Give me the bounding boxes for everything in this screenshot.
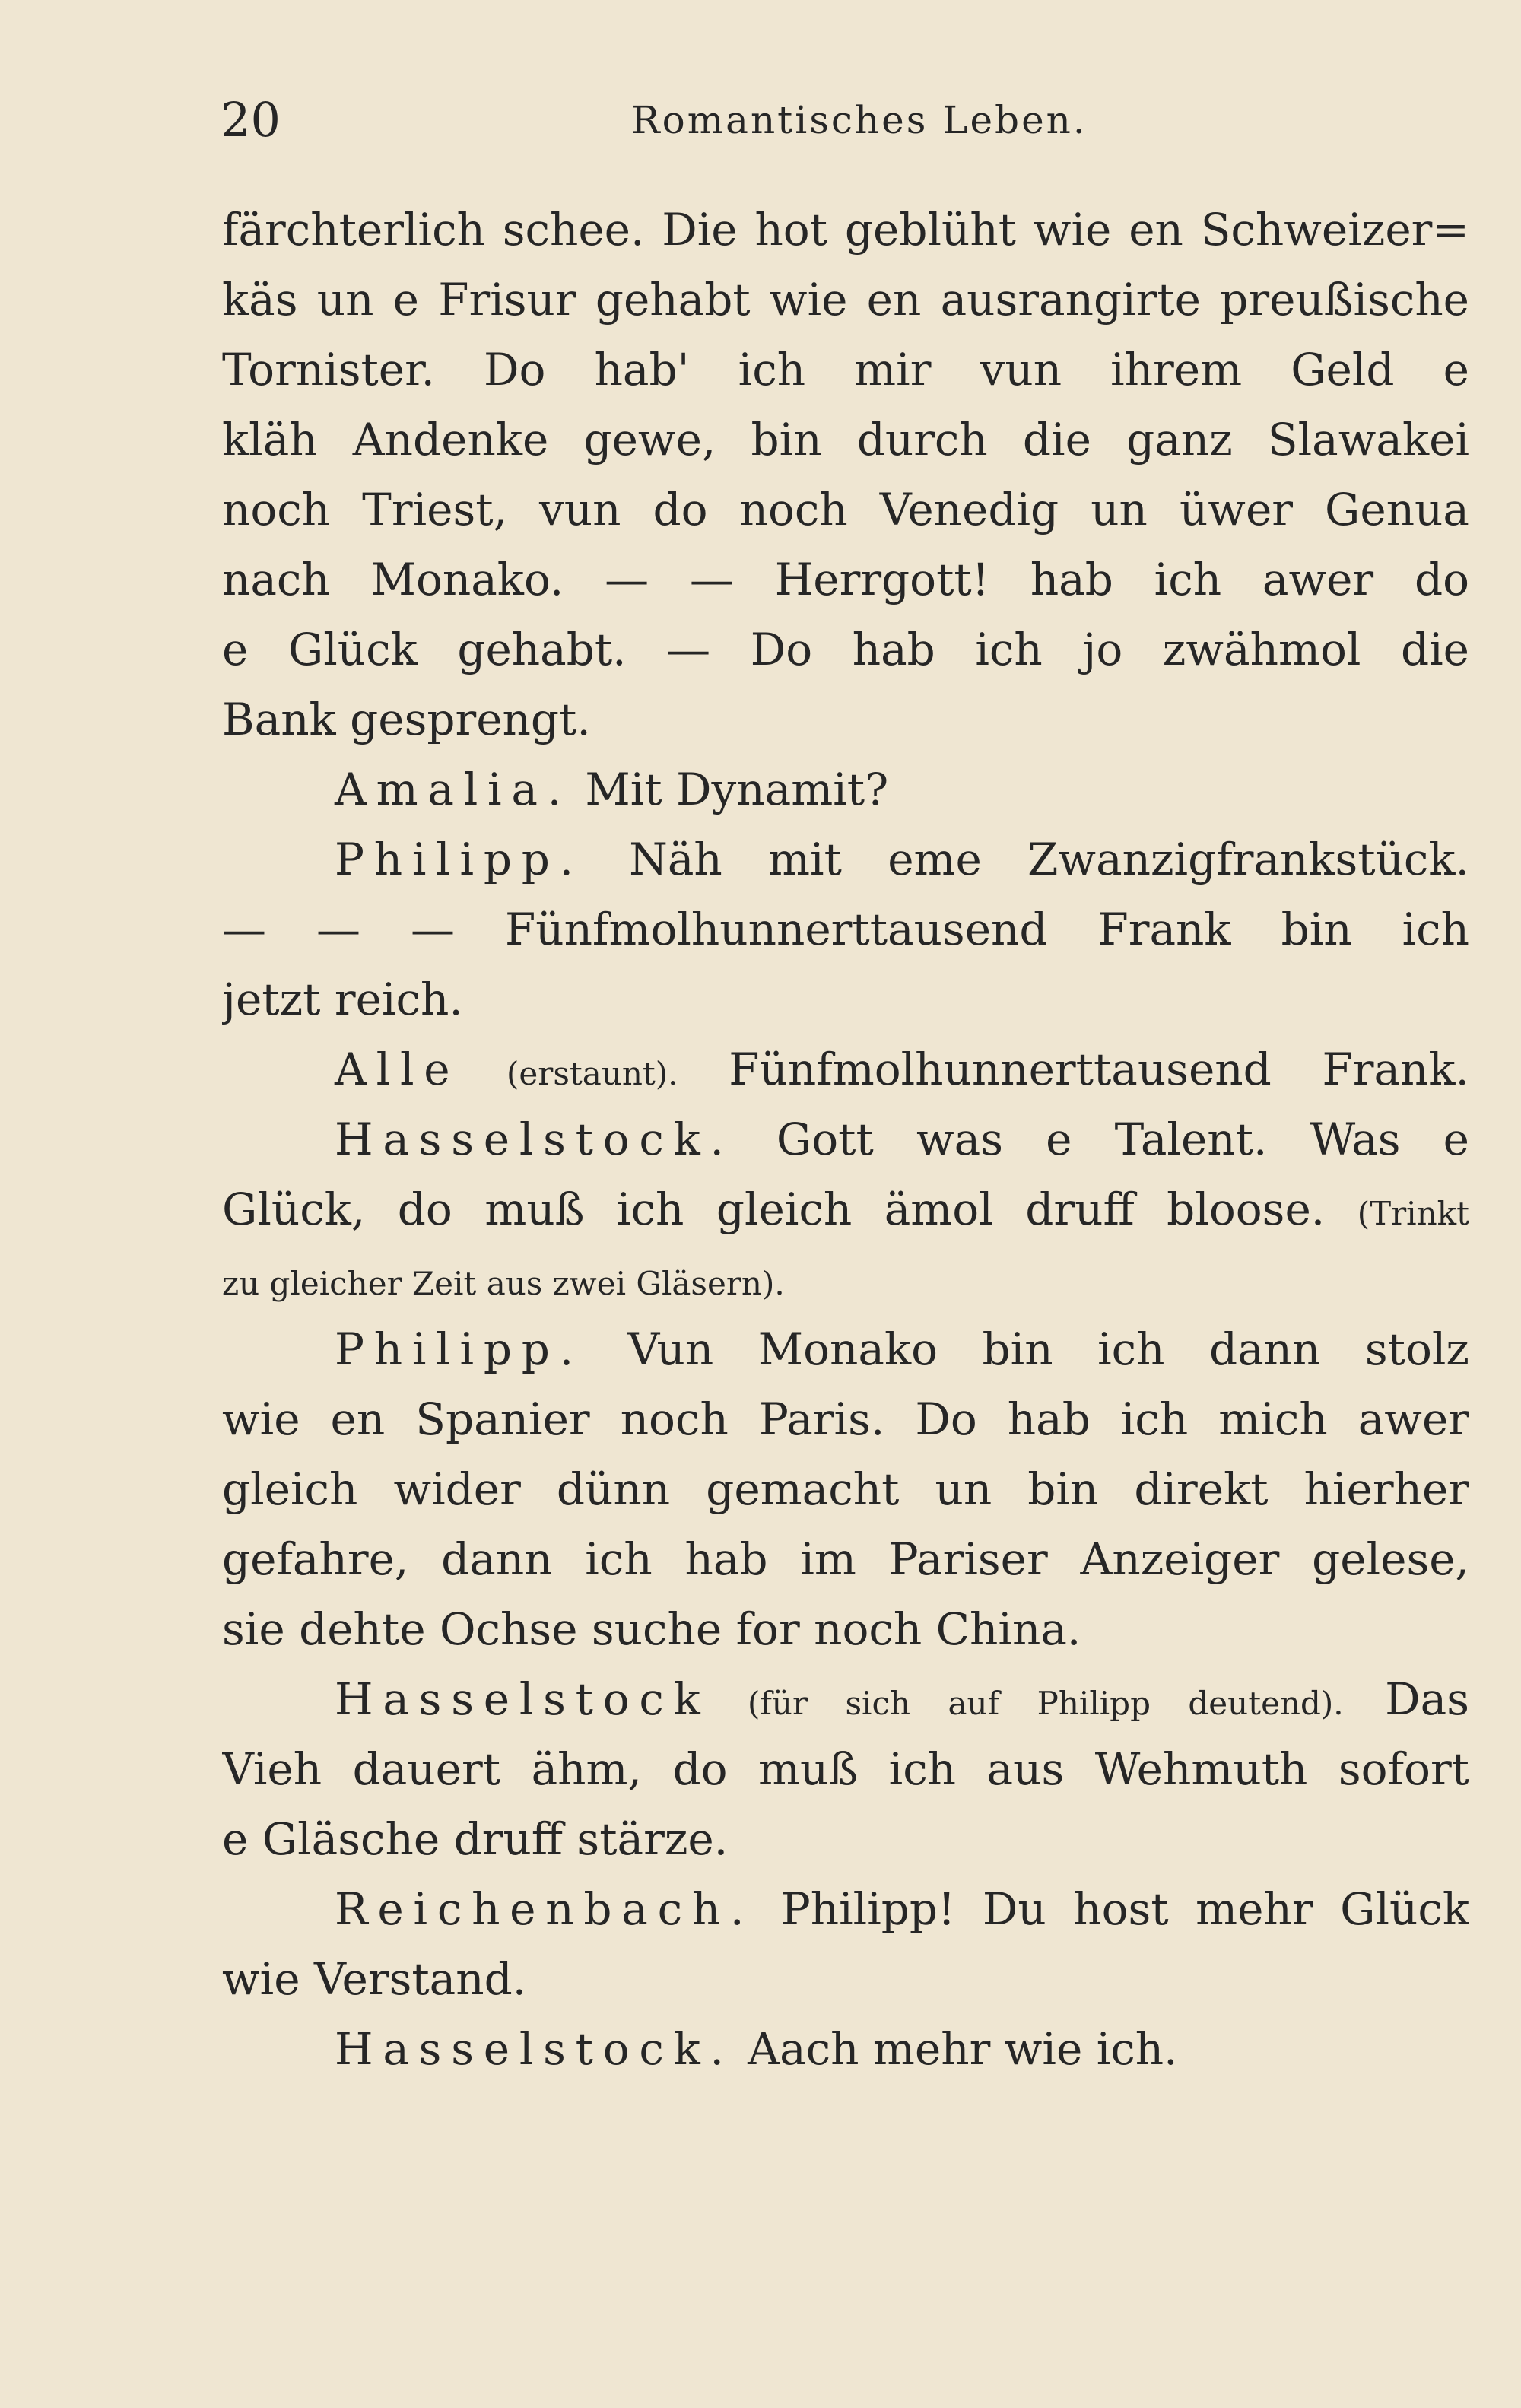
text-line xyxy=(222,685,1469,754)
speaker-name: Philipp. xyxy=(335,1323,583,1375)
stage-direction: (Trinkt xyxy=(1357,1195,1469,1232)
stage-direction: zu gleicher Zeit aus zwei Gläsern). xyxy=(222,1265,785,1302)
text-line xyxy=(222,405,1469,475)
line-text: nach Monako. — — Herrgott! hab ich awer do xyxy=(222,554,1469,605)
line-text: — — — Fünfmolhunnerttausend Frank bin ich xyxy=(222,904,1469,955)
running-title: Romantisches Leben. xyxy=(631,98,1088,142)
line-text: noch Triest, vun do noch Venedig un üwer Genua xyxy=(222,484,1469,535)
text-line xyxy=(222,1104,1469,1174)
line-text: Gott was e Talent. Was e xyxy=(733,1113,1469,1165)
text-line xyxy=(222,754,1469,824)
line-text: gefahre, dann ich hab im Pariser Anzeiger gelese, xyxy=(222,1533,1469,1585)
text-line xyxy=(222,2014,1469,2084)
text-line xyxy=(222,1804,1469,1874)
line-text: Aach mehr wie ich. xyxy=(733,2023,1178,2075)
line-text: Glück, do muß ich gleich ämol druff bloose. xyxy=(222,1183,1357,1235)
line-text: wie en Spanier noch Paris. Do hab ich mich awer xyxy=(222,1393,1469,1445)
text-line xyxy=(222,265,1469,335)
text-line xyxy=(222,1874,1469,1944)
line-text: Das xyxy=(1343,1673,1469,1725)
line-text: Tornister. Do hab' ich mir vun ihrem Geld e xyxy=(222,344,1469,396)
text-line xyxy=(222,1314,1469,1384)
running-head xyxy=(221,90,1468,151)
line-text: wie Verstand. xyxy=(222,1953,527,2005)
line-text: e Gläsche druff stärze. xyxy=(222,1813,729,1865)
text-line xyxy=(222,1384,1469,1454)
speaker-name: Alle xyxy=(335,1044,460,1095)
text-line xyxy=(222,1664,1469,1734)
line-text: sie dehte Ochse suche for noch China. xyxy=(222,1603,1081,1655)
stage-direction: (für sich auf Philipp deutend). xyxy=(710,1685,1344,1722)
text-line xyxy=(222,894,1469,964)
text-line xyxy=(222,195,1469,265)
speaker-name: Amalia. xyxy=(335,764,571,815)
line-text: e Glück gehabt. — Do hab ich jo zwähmol die xyxy=(222,624,1469,675)
text-line xyxy=(222,1244,1469,1314)
line-text: käs un e Frisur gehabt wie en ausrangirte preußische xyxy=(222,274,1469,326)
text-line xyxy=(222,475,1469,545)
speaker-name: Philipp. xyxy=(335,834,583,885)
line-text: Bank gesprengt. xyxy=(222,694,591,745)
line-text: gleich wider dünn gemacht un bin direkt hierher xyxy=(222,1463,1469,1515)
line-text: Philipp! Du host mehr Glück xyxy=(754,1883,1469,1935)
text-line xyxy=(222,545,1469,615)
text-line xyxy=(222,1524,1469,1594)
speaker-name: Hasselstock. xyxy=(335,1113,734,1165)
text-line xyxy=(222,824,1469,894)
line-text: jetzt reich. xyxy=(222,974,463,1025)
text-line xyxy=(222,1174,1469,1244)
line-text: Mit Dynamit? xyxy=(570,764,889,815)
speaker-name: Hasselstock. xyxy=(335,2023,734,2075)
line-text: Näh mit eme Zwanzigfrankstück. xyxy=(583,834,1469,885)
body-text xyxy=(222,195,1469,2084)
line-text: Vun Monako bin ich dann stolz xyxy=(583,1323,1469,1375)
text-line xyxy=(222,1034,1469,1104)
speaker-name: Reichenbach. xyxy=(335,1883,754,1935)
text-line xyxy=(222,1454,1469,1524)
text-line xyxy=(222,1734,1469,1804)
stage-direction: (erstaunt). xyxy=(459,1055,678,1092)
speaker-name: Hasselstock xyxy=(335,1673,710,1725)
text-line xyxy=(222,1944,1469,2014)
line-text: kläh Andenke gewe, bin durch die ganz Slawakei xyxy=(222,414,1469,465)
text-line xyxy=(222,335,1469,405)
text-line xyxy=(222,964,1469,1034)
text-line xyxy=(222,615,1469,685)
text-line xyxy=(222,1594,1469,1664)
line-text: Vieh dauert ähm, do muß ich aus Wehmuth sofort xyxy=(222,1743,1469,1795)
line-text: Fünfmolhunnerttausend Frank. xyxy=(678,1044,1469,1095)
line-text: färchterlich schee. Die hot geblüht wie en Schweizer= xyxy=(222,204,1469,256)
page-number: 20 xyxy=(221,92,281,148)
